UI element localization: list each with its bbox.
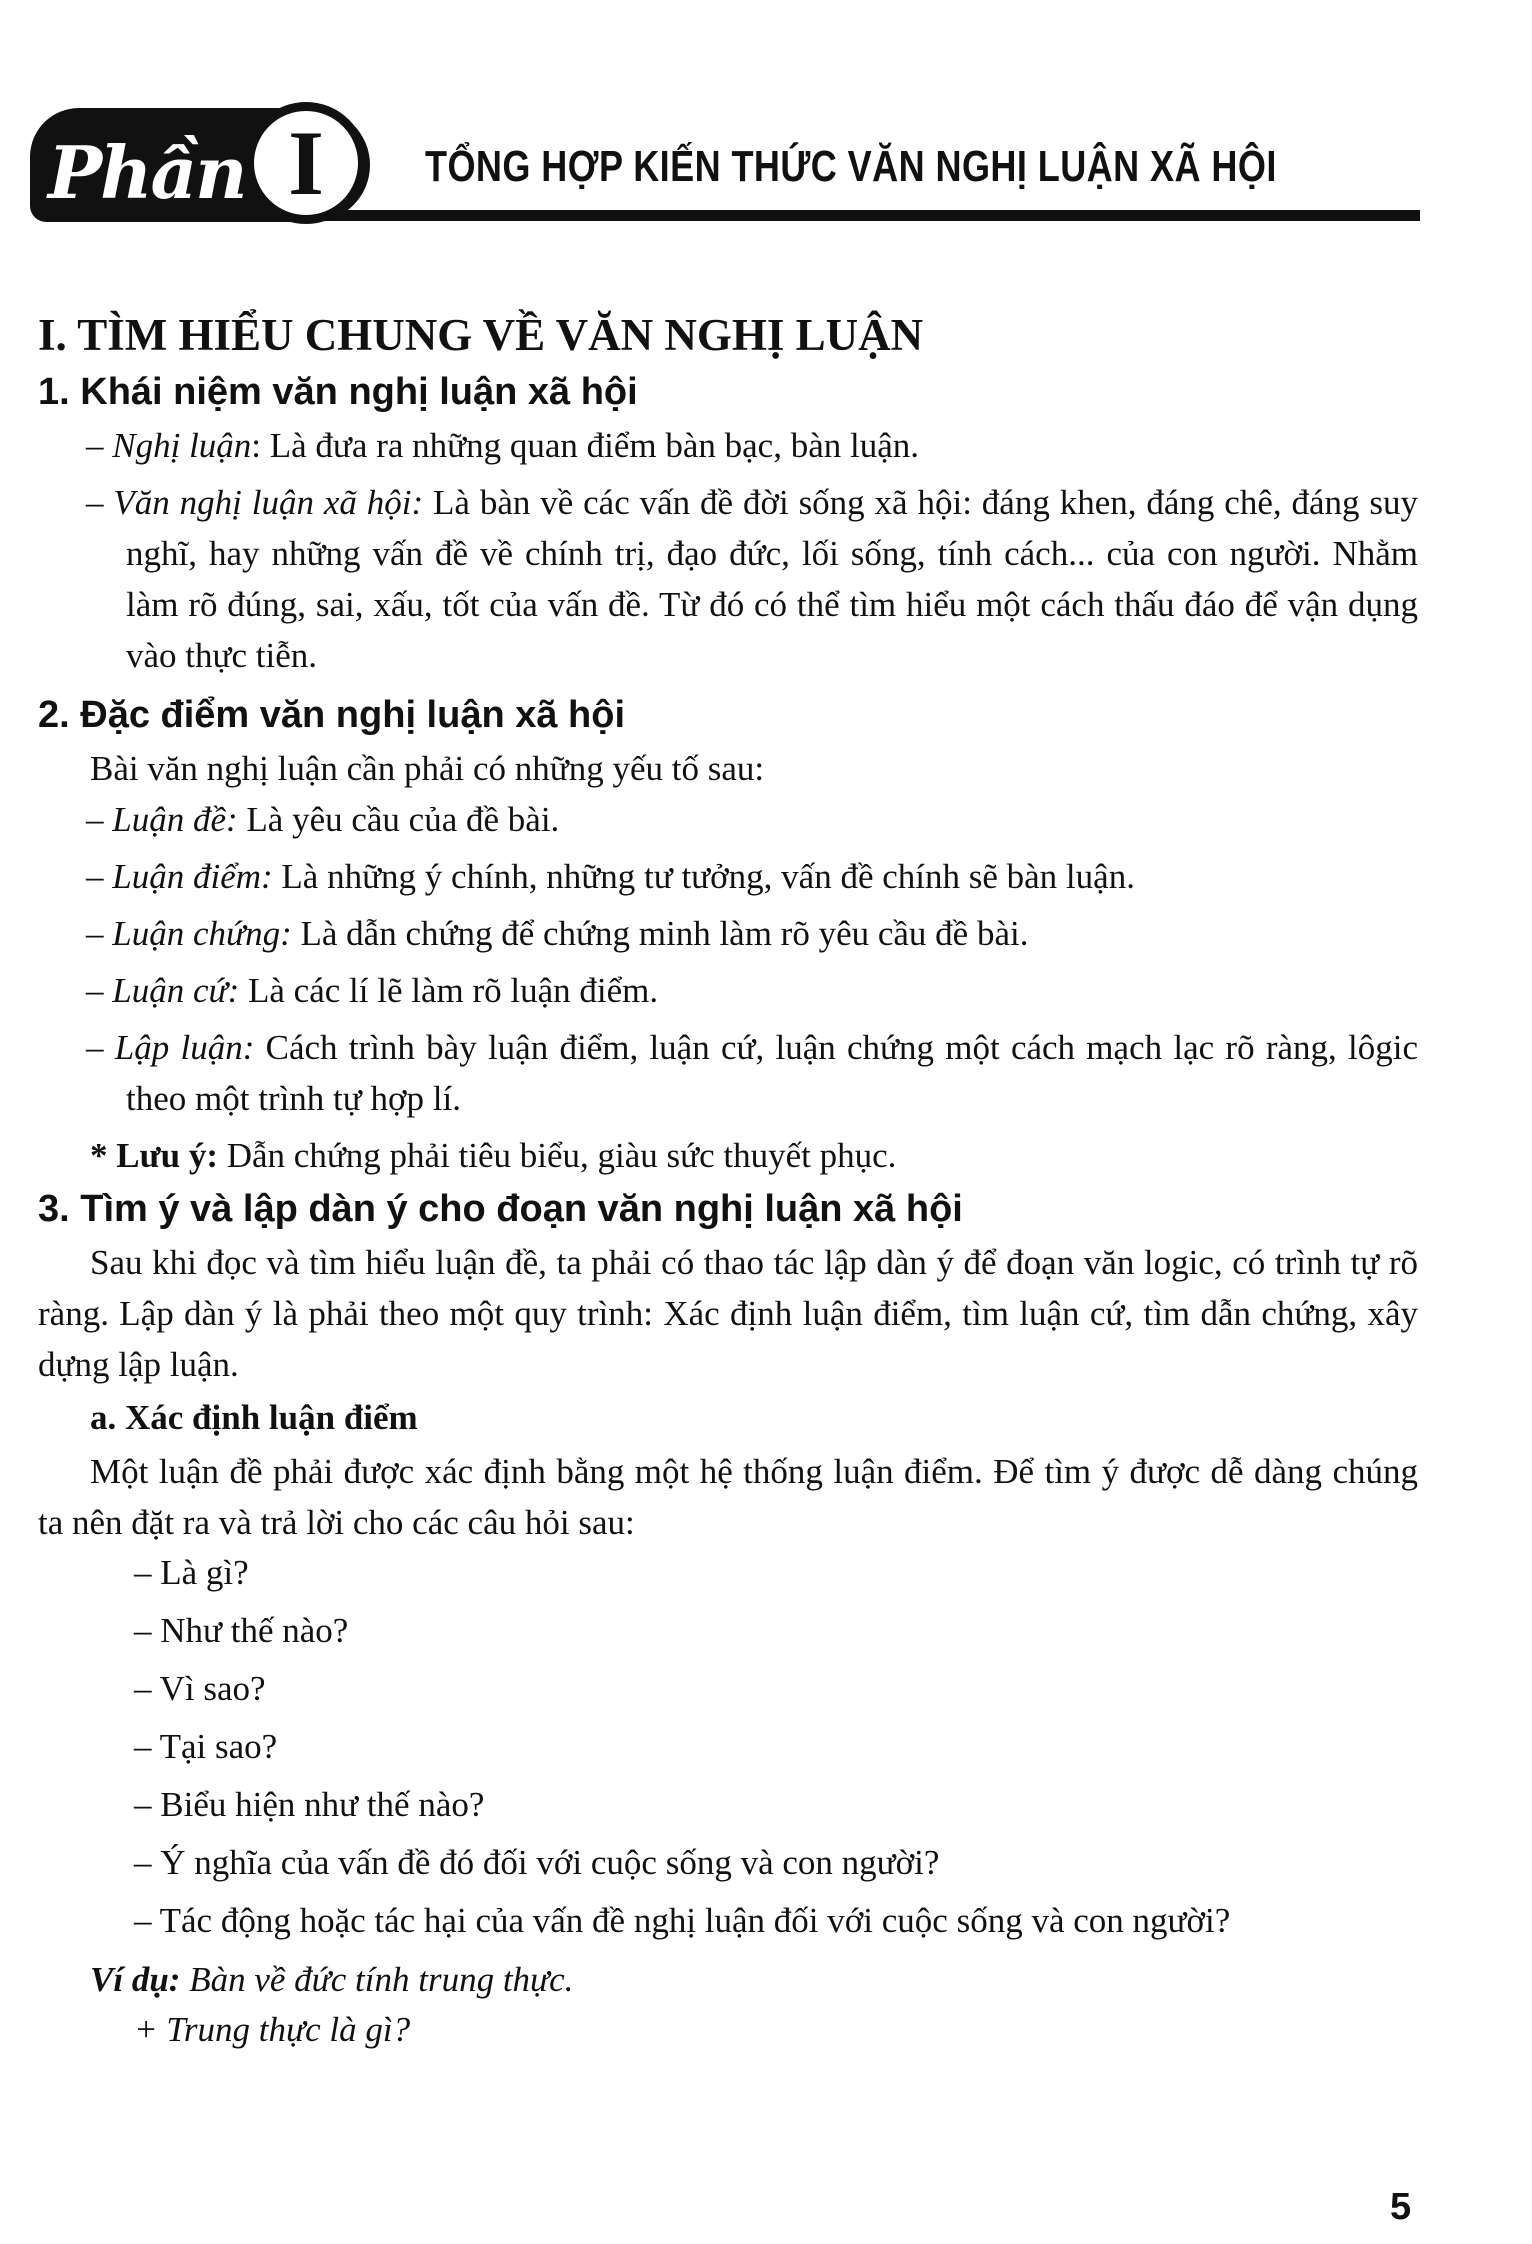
example-text: Bàn về đức tính trung thực. (180, 1960, 574, 1999)
question-item: – Tại sao? (134, 1727, 278, 1766)
paragraph: Một luận đề phải được xác định bằng một hệ thống luận điểm. Để tìm ý được dễ dàng chúng ta nên đặt ra và trả lời cho các câu hỏi sau: (38, 1452, 1418, 1542)
example (90, 1954, 1418, 2005)
question-item: – Biểu hiện như thế nào? (134, 1785, 485, 1824)
element-item: – Luận cứ: Là các lí lẽ làm rõ luận điểm. (86, 971, 659, 1010)
part-word: Phần (48, 130, 246, 215)
term: Luận chứng: (112, 914, 292, 953)
term: Lập luận: (114, 1028, 255, 1067)
term: Nghị luận (112, 426, 252, 465)
example-label: Ví dụ: (90, 1960, 181, 1999)
paragraph: Bài văn nghị luận cần phải có những yếu tố sau: (90, 749, 765, 788)
term: Luận cứ: (112, 971, 240, 1010)
heading-1: 1. Khái niệm văn nghị luận xã hội (38, 371, 638, 413)
definition-item: – Văn nghị luận xã hội: Là bàn về các vấn đề đời sống xã hội: đáng khen, đáng chê, đáng suy nghĩ, hay những vấn đề về chính trị, đạo đức, lối sống, tính cách... của con người. Nhằm làm rõ đúng, sai, xấu, tốt của vấn đề. Từ đó có thể tìm hiểu một cách thấu đáo để vận dụng vào thực tiễn. (86, 483, 1419, 675)
banner-rule (310, 210, 1420, 221)
section-title: I. TÌM HIỂU CHUNG VỀ VĂN NGHỊ LUẬN (38, 310, 924, 360)
element-item: – Luận điểm: Là những ý chính, những tư tưởng, vấn đề chính sẽ bàn luận. (86, 857, 1135, 896)
question-item: – Như thế nào? (134, 1611, 349, 1650)
example-question (134, 2005, 1418, 2055)
term: Luận đề: (112, 800, 238, 839)
subheading-a: a. Xác định luận điểm (90, 1398, 418, 1437)
term: Luận điểm: (112, 857, 273, 896)
definition-text: : Là đưa ra những quan điểm bàn bạc, bàn luận. (251, 426, 920, 465)
question-item: – Vì sao? (134, 1669, 266, 1708)
definition-text: Là các lí lẽ làm rõ luận điểm. (239, 971, 659, 1010)
paragraph: Sau khi đọc và tìm hiểu luận đề, ta phải có thao tác lập dàn ý để đoạn văn logic, có trình tự rõ ràng. Lập dàn ý là phải theo một quy trình: Xác định luận điểm, tìm luận cứ, tìm dẫn chứng, xây dựng lập luận. (38, 1243, 1418, 1384)
note-label: * Lưu ý: (90, 1136, 218, 1175)
part-banner (30, 92, 1420, 242)
definition-text: Là bàn về các vấn đề đời sống xã hội: đáng khen, đáng chê, đáng suy nghĩ, hay những vấn đề về chính trị, đạo đức, lối sống, tính cách... của con người. Nhằm làm rõ đúng, sai, xấu, tốt của vấn đề. Từ đó có thể tìm hiểu một cách thấu đáo để vận dụng vào thực tiễn. (126, 483, 1419, 675)
heading-3: 3. Tìm ý và lập dàn ý cho đoạn văn nghị luận xã hội (38, 1188, 963, 1230)
page-number: 5 (1390, 2186, 1412, 2228)
example-question-text: + Trung thực là gì? (134, 2010, 411, 2049)
question-item: – Ý nghĩa của vấn đề đó đối với cuộc sống và con người? (134, 1843, 940, 1882)
note-text: Dẫn chứng phải tiêu biểu, giàu sức thuyết phục. (217, 1136, 897, 1175)
definition-text: Cách trình bày luận điểm, luận cứ, luận chứng một cách mạch lạc rõ ràng, lôgic theo một trình tự hợp lí. (126, 1028, 1418, 1118)
question-item: – Là gì? (134, 1553, 249, 1592)
definition-text: Là yêu cầu của đề bài. (237, 800, 560, 839)
element-item: – Luận chứng: Là dẫn chứng để chứng minh làm rõ yêu cầu đề bài. (86, 914, 1029, 953)
definition-text: Là dẫn chứng để chứng minh làm rõ yêu cầu đề bài. (291, 914, 1029, 953)
definition-text: Là những ý chính, những tư tưởng, vấn đề chính sẽ bàn luận. (272, 857, 1135, 896)
note (90, 1130, 1418, 1181)
question-item: – Tác động hoặc tác hại của vấn đề nghị luận đối với cuộc sống và con người? (134, 1901, 1231, 1940)
part-title: TỔNG HỢP KIẾN THỨC VĂN NGHỊ LUẬN XÃ HỘI (425, 142, 1277, 191)
part-numeral: I (245, 102, 367, 224)
definition-item: – Nghị luận: Là đưa ra những quan điểm bàn bạc, bàn luận. (86, 426, 920, 465)
term: Văn nghị luận xã hội: (113, 483, 424, 522)
page-body (38, 306, 1418, 2063)
element-item: – Luận đề: Là yêu cầu của đề bài. (86, 800, 560, 839)
heading-2: 2. Đặc điểm văn nghị luận xã hội (38, 694, 626, 736)
element-item: – Lập luận: Cách trình bày luận điểm, luận cứ, luận chứng một cách mạch lạc rõ ràng, lôgic theo một trình tự hợp lí. (86, 1028, 1418, 1118)
